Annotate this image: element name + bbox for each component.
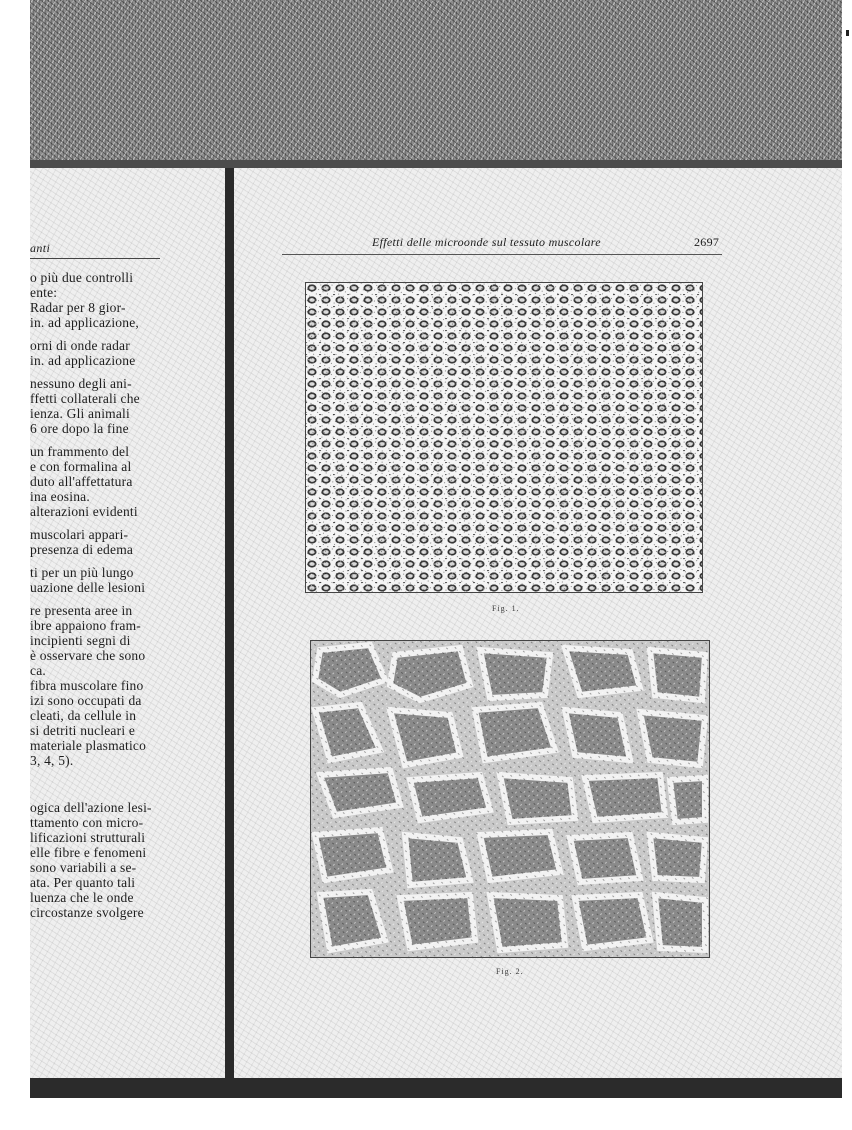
left-text-line: 3, 4, 5).	[30, 753, 74, 768]
running-head-rule	[282, 254, 722, 255]
figure-2-caption: Fig. 2.	[496, 967, 524, 976]
left-text-line	[30, 436, 230, 444]
left-text-line: izi sono occupati da	[30, 693, 142, 708]
scan-top-border	[30, 0, 842, 168]
left-text-line: ti per un più lungo	[30, 565, 134, 580]
left-text-line: fibra muscolare fino	[30, 678, 144, 693]
left-text-line: presenza di edema	[30, 542, 134, 557]
left-text-line: sono variabili a se-	[30, 860, 137, 875]
left-page-head-rule	[30, 258, 160, 259]
micrograph-fine-icon	[305, 282, 703, 593]
left-text-line	[30, 792, 230, 800]
left-text-line: muscolari appari-	[30, 527, 129, 542]
figure-1-micrograph	[305, 282, 703, 593]
left-text-line	[30, 768, 230, 776]
left-text-line	[30, 595, 230, 603]
left-text-line: ffetti collaterali che	[30, 391, 140, 406]
page-number: 2697	[694, 235, 720, 249]
left-text-line: e con formalina al	[30, 459, 132, 474]
running-head: Effetti delle microonde sul tessuto muscolare	[372, 235, 601, 249]
left-text-line: circostanze svolgere	[30, 905, 144, 920]
left-text-line: elle fibre e fenomeni	[30, 845, 147, 860]
left-text-line: ata. Per quanto tali	[30, 875, 136, 890]
left-text-line: ina eosina.	[30, 489, 90, 504]
scan-top-border-edge	[30, 160, 842, 168]
left-text-line: in. ad applicazione,	[30, 315, 139, 330]
left-text-line: ienza. Gli animali	[30, 406, 130, 421]
left-text-line: Radar per 8 gior-	[30, 300, 126, 315]
left-text-line: incipienti segni di	[30, 633, 131, 648]
left-text-line: si detriti nucleari e	[30, 723, 136, 738]
left-text-line: ca.	[30, 663, 46, 678]
left-text-line	[30, 368, 230, 376]
left-text-line: nessuno degli ani-	[30, 376, 132, 391]
scan-edge-mark	[846, 30, 849, 36]
figure-1-caption: Fig. 1.	[492, 604, 520, 613]
left-text-line: in. ad applicazione	[30, 353, 136, 368]
left-text-line	[30, 784, 230, 792]
left-text-line: un frammento del	[30, 444, 130, 459]
left-page-running-head: anti	[30, 241, 51, 255]
left-text-line: luenza che le onde	[30, 890, 134, 905]
left-text-line	[30, 330, 230, 338]
left-text-line: o più due controlli	[30, 270, 134, 285]
left-text-line: ogica dell'azione lesi-	[30, 800, 152, 815]
left-text-line: ente:	[30, 285, 58, 300]
left-page-text-column	[30, 270, 230, 920]
left-text-line: alterazioni evidenti	[30, 504, 138, 519]
left-text-line: è osservare che sono	[30, 648, 146, 663]
left-text-line: ttamento con micro-	[30, 815, 144, 830]
left-text-line	[30, 519, 230, 527]
left-text-line: duto all'affettatura	[30, 474, 133, 489]
left-text-line: 6 ore dopo la fine	[30, 421, 129, 436]
left-text-line	[30, 776, 230, 784]
left-text-line: cleati, da cellule in	[30, 708, 137, 723]
left-text-line	[30, 557, 230, 565]
scan-bottom-border	[30, 1078, 842, 1098]
left-text-line: materiale plasmatico	[30, 738, 147, 753]
left-text-line: ibre appaiono fram-	[30, 618, 142, 633]
micrograph-coarse-icon	[310, 640, 710, 958]
left-text-line: uazione delle lesioni	[30, 580, 146, 595]
left-text-line: orni di onde radar	[30, 338, 130, 353]
figure-2-micrograph	[310, 640, 710, 958]
left-text-line: re presenta aree in	[30, 603, 133, 618]
left-text-line: lificazioni strutturali	[30, 830, 146, 845]
